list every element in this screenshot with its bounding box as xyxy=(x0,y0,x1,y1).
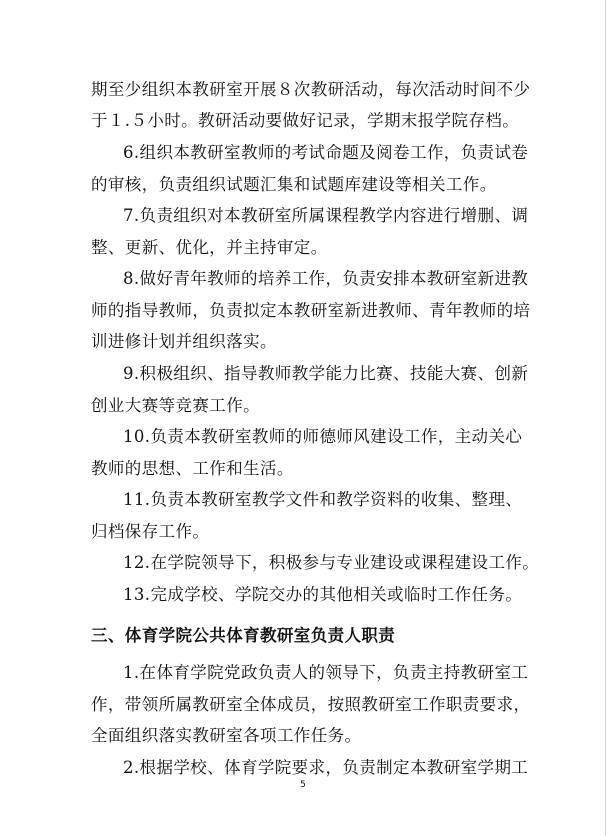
text-line: 创业大赛等竞赛工作。 xyxy=(91,396,260,415)
section-heading: 三、体育学院公共体育教研室负责人职责 xyxy=(91,626,396,645)
page-number: 5 xyxy=(300,780,306,790)
text-line: 2.根据学校、体育学院要求，负责制定本教研室学期工 xyxy=(123,758,529,777)
text-line: 9.积极组织、指导教师教学能力比赛、技能大赛、创新 xyxy=(123,364,529,383)
text-line: 8.做好青年教师的培养工作，负责安排本教研室新进教 xyxy=(123,269,529,288)
text-line: 1.在体育学院党政负责人的领导下，负责主持教研室工 xyxy=(123,663,529,682)
text-line: 13.完成学校、学院交办的其他相关或临时工作任务。 xyxy=(123,585,523,604)
text-line: 归档保存工作。 xyxy=(91,522,210,541)
text-line: 的审核，负责组织试题汇集和试题库建设等相关工作。 xyxy=(91,175,497,194)
text-line: 教师的思想、工作和生活。 xyxy=(91,459,294,478)
text-line: 训进修计划并组织落实。 xyxy=(91,332,277,351)
text-line: 师的指导教师，负责拟定本教研室新进教师、青年教师的培 xyxy=(91,301,531,320)
text-line: 7.负责组织对本教研室所属课程教学内容进行增删、调 xyxy=(123,206,529,225)
text-line: 6.组织本教研室教师的考试命题及阅卷工作，负责试卷 xyxy=(123,143,529,162)
text-line: 12.在学院领导下，积极参与专业建设或课程建设工作。 xyxy=(123,553,540,572)
text-line: 期至少组织本教研室开展８次教研活动，每次活动时间不少 xyxy=(91,80,531,99)
text-line: 10.负责本教研室教师的师德师风建设工作，主动关心 xyxy=(123,427,523,446)
text-line: 全面组织落实教研室各项工作任务。 xyxy=(91,726,362,745)
text-line: 整、更新、优化，并主持审定。 xyxy=(91,238,328,257)
text-line: 作，带领所属教研室全体成员，按照教研室工作职责要求， xyxy=(91,695,531,714)
text-line: 11.负责本教研室教学文件和教学资料的收集、整理、 xyxy=(123,490,523,509)
text-line: 于１.５小时。教研活动要做好记录，学期末报学院存档。 xyxy=(91,111,520,130)
